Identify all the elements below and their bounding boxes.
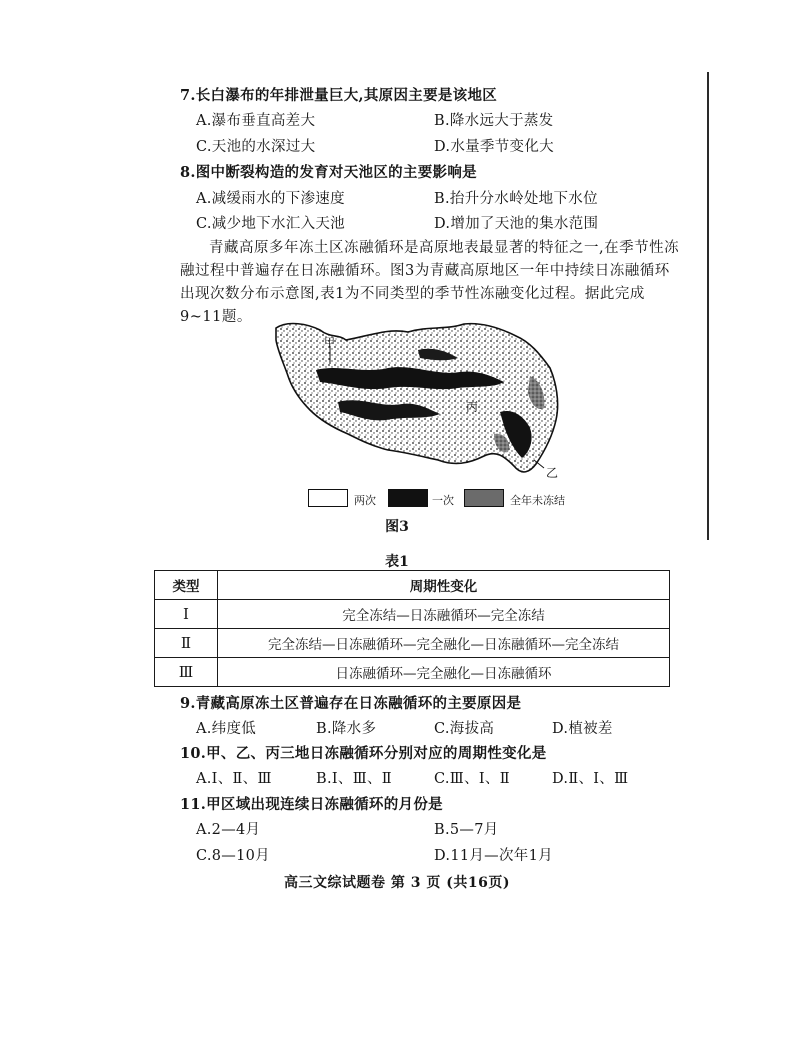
map-label-bing: 丙	[466, 400, 479, 414]
table-header-row	[155, 571, 670, 600]
question-10-option-d: D.Ⅱ、Ⅰ、Ⅲ	[552, 771, 629, 787]
map-label-yi: 乙	[546, 466, 559, 480]
question-8-stem: 8.图中断裂构造的发育对天池区的主要影响是	[180, 164, 477, 181]
question-7-stem: 7.长白瀑布的年排泄量巨大,其原因主要是该地区	[180, 87, 498, 104]
question-9-option-d: D.植被差	[552, 721, 613, 737]
question-11-option-b: B.5—7月	[434, 822, 499, 838]
question-11-option-c: C.8—10月	[196, 848, 270, 864]
table-row	[155, 629, 670, 658]
plateau-map	[268, 316, 574, 488]
question-9-option-a: A.纬度低	[196, 721, 257, 737]
question-7-option-a: A.瀑布垂直高差大	[196, 113, 316, 129]
table-cell-type: Ⅲ	[155, 658, 218, 687]
question-10-option-b: B.Ⅰ、Ⅲ、Ⅱ	[316, 771, 392, 787]
table-row	[155, 600, 670, 629]
question-8-option-b: B.抬升分水岭处地下水位	[434, 191, 598, 207]
legend-label-unfrozen: 全年未冻结	[510, 494, 565, 507]
table-cell-change: 完全冻结—日冻融循环—完全融化—日冻融循环—完全冻结	[218, 629, 670, 658]
question-9-stem: 9.青藏高原冻土区普遍存在日冻融循环的主要原因是	[180, 695, 522, 712]
legend-swatch-two	[308, 489, 348, 507]
question-8-option-d: D.增加了天池的集水范围	[434, 216, 599, 232]
question-9-option-c: C.海拔高	[434, 721, 495, 737]
margin-rule	[707, 72, 709, 540]
map-label-jia: 甲	[324, 336, 335, 349]
legend-label-two: 两次	[354, 494, 376, 507]
table-header-change: 周期性变化	[218, 571, 670, 600]
question-8-option-c: C.减少地下水汇入天池	[196, 216, 345, 232]
question-8-option-a: A.减缓雨水的下渗速度	[196, 191, 345, 207]
legend-label-one: 一次	[432, 494, 454, 507]
freeze-thaw-table	[154, 570, 670, 687]
table-caption: 表1	[385, 554, 409, 570]
table-cell-type: Ⅰ	[155, 600, 218, 629]
table-row	[155, 658, 670, 687]
page-footer: 高三文综试题卷 第 3 页 (共16页)	[284, 875, 510, 891]
question-7-option-c: C.天池的水深过大	[196, 139, 316, 155]
plateau-map-drawing	[268, 316, 574, 488]
question-10-option-c: C.Ⅲ、Ⅰ、Ⅱ	[434, 771, 510, 787]
legend-swatch-one	[388, 489, 428, 507]
question-11-option-d: D.11月—次年1月	[434, 848, 553, 864]
question-10-option-a: A.Ⅰ、Ⅱ、Ⅲ	[196, 771, 272, 787]
legend-swatch-unfrozen	[464, 489, 504, 507]
question-11-option-a: A.2—4月	[196, 822, 261, 838]
table-cell-change: 完全冻结—日冻融循环—完全冻结	[218, 600, 670, 629]
table-cell-change: 日冻融循环—完全融化—日冻融循环	[218, 658, 670, 687]
question-11-stem: 11.甲区域出现连续日冻融循环的月份是	[180, 796, 443, 813]
question-10-stem: 10.甲、乙、丙三地日冻融循环分别对应的周期性变化是	[180, 745, 547, 762]
question-9-option-b: B.降水多	[316, 721, 377, 737]
question-7-option-b: B.降水远大于蒸发	[434, 113, 554, 129]
passage-text: 青藏高原多年冻土区冻融循环是高原地表最显著的特征之一,在季节性冻融过程中普遍存在日冻融循环。图3为青藏高原地区一年中持续日冻融循环出现次数分布示意图,表1为不同类型的季节性冻融变化过程。据此完成9~11题。	[180, 240, 680, 325]
table-header-type: 类型	[155, 571, 218, 600]
table-cell-type: Ⅱ	[155, 629, 218, 658]
figure-caption: 图3	[385, 519, 409, 535]
question-7-option-d: D.水量季节变化大	[434, 139, 554, 155]
